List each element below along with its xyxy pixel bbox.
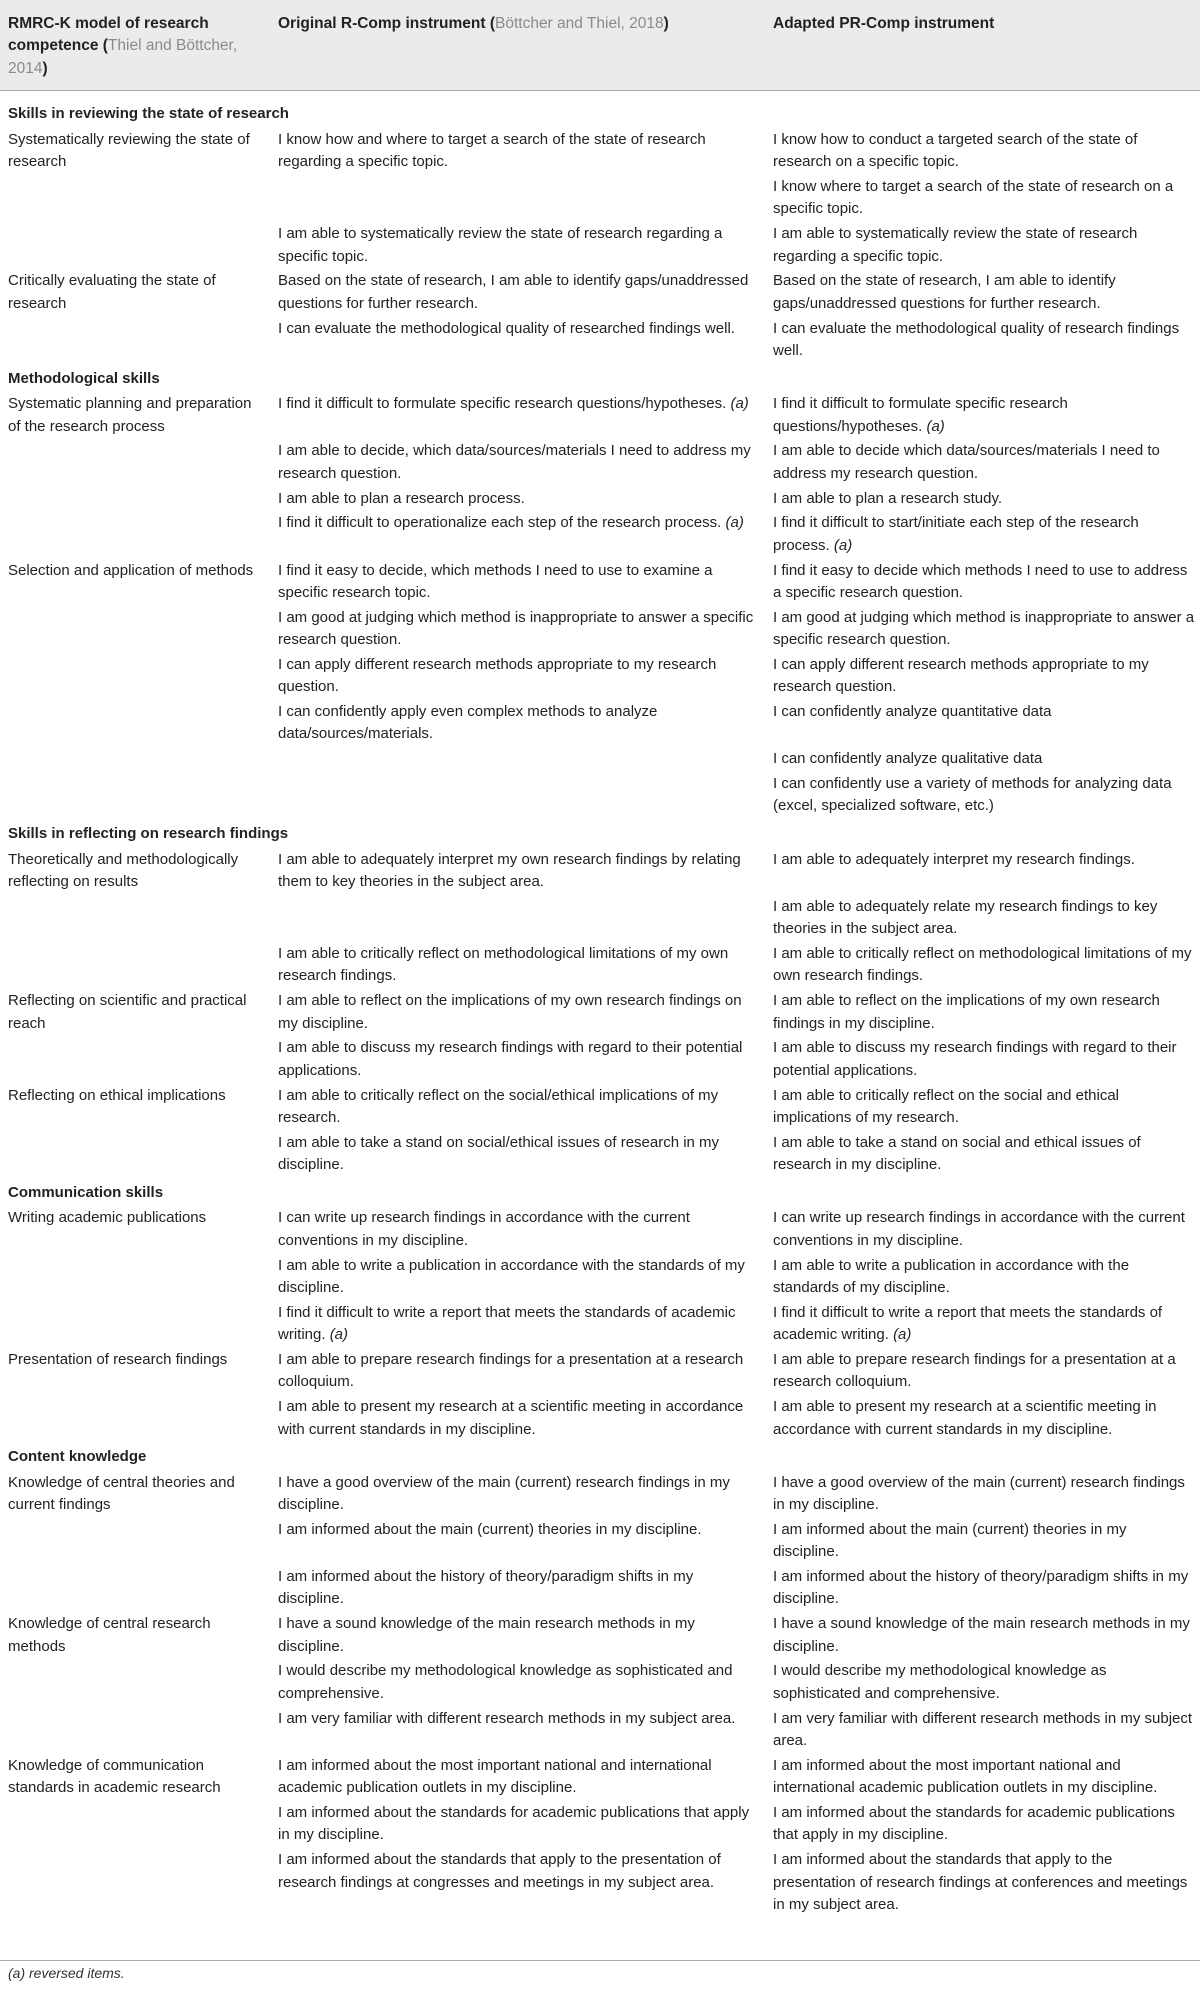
- original-item-cell: [270, 1801, 765, 1848]
- original-item-cell: [270, 1131, 765, 1178]
- adapted-item-cell: [765, 772, 1200, 819]
- cell-text: I am good at judging which method is inappropriate to answer a specific research question.: [773, 608, 1195, 649]
- original-item-cell: [270, 1036, 765, 1083]
- table-row: [0, 1518, 1200, 1565]
- section-heading: Methodological skills: [8, 369, 160, 387]
- cell-text: I am informed about the standards that apply to the presentation of research findings at congresses and meetings in my subject area.: [278, 1851, 721, 1891]
- table-row: [0, 511, 1200, 558]
- cell-text: Based on the state of research, I am able to identify gaps/unaddressed questions for further research.: [773, 272, 1116, 312]
- original-item-cell: [270, 486, 765, 511]
- cell-text: Knowledge of central theories and current findings: [8, 1473, 235, 1514]
- original-item-cell: [270, 316, 765, 363]
- table-row: [0, 439, 1200, 486]
- cell-text: I am able to prepare research findings for a presentation at a research colloquium.: [773, 1350, 1176, 1391]
- model-dimension-cell: [0, 128, 270, 175]
- original-item-cell: [270, 606, 765, 653]
- model-dimension-cell: [0, 1848, 270, 1918]
- section-heading: Skills in reflecting on research findings: [8, 825, 289, 843]
- adapted-item-cell: [765, 1253, 1200, 1300]
- citation-link[interactable]: Böttcher and Thiel, 2018: [495, 15, 664, 32]
- model-dimension-cell: [0, 1395, 270, 1442]
- adapted-item-cell: [765, 558, 1200, 605]
- section-row: [0, 91, 1200, 128]
- adapted-item-cell: [765, 1348, 1200, 1395]
- reversed-marker: (a): [725, 514, 744, 532]
- adapted-item-cell: [765, 222, 1200, 269]
- table-row: [0, 1395, 1200, 1442]
- model-dimension-cell: [0, 989, 270, 1036]
- adapted-item-cell: [765, 269, 1200, 316]
- table-row: [0, 1206, 1200, 1253]
- table-row: [0, 989, 1200, 1036]
- cell-text: I know where to target a search of the state of research on a specific topic.: [773, 178, 1174, 218]
- adapted-item-cell: [765, 1754, 1200, 1801]
- cell-text: I find it difficult to write a report that meets the standards of academic writing.: [773, 1303, 1163, 1344]
- cell-text: Based on the state of research, I am able to identify gaps/unaddressed questions for further research.: [278, 272, 749, 312]
- cell-text: I am able to adequately relate my research findings to key theories in the subject area.: [773, 897, 1158, 938]
- adapted-item-cell: [765, 1395, 1200, 1442]
- original-item-cell: [270, 1083, 765, 1130]
- cell-text: I am informed about the standards for academic publications that apply in my discipline.: [773, 1804, 1175, 1844]
- adapted-item-cell: [765, 511, 1200, 558]
- cell-text: Selection and application of methods: [8, 561, 254, 579]
- cell-text: I am able to critically reflect on the social/ethical implications of my research.: [278, 1086, 719, 1126]
- cell-text: I know how to conduct a targeted search of the state of research on a specific topic.: [773, 130, 1138, 171]
- cell-text: I would describe my methodological knowledge as sophisticated and comprehensive.: [278, 1662, 733, 1702]
- model-dimension-cell: [0, 847, 270, 894]
- model-dimension-cell: [0, 222, 270, 269]
- adapted-item-cell: [765, 439, 1200, 486]
- cell-text: I am informed about the standards that apply to the presentation of research findings at conferences and meetings in my subject area.: [773, 1851, 1188, 1913]
- original-item-cell: [270, 1301, 765, 1348]
- table-row: [0, 1036, 1200, 1083]
- model-dimension-cell: [0, 1706, 270, 1753]
- adapted-item-cell: [765, 1612, 1200, 1659]
- original-item-cell: [270, 1253, 765, 1300]
- original-item-cell: [270, 1395, 765, 1442]
- cell-text: I am informed about the history of theory/paradigm shifts in my discipline.: [773, 1568, 1189, 1608]
- cell-text: I can write up research findings in accordance with the current conventions in my discipline.: [278, 1209, 690, 1249]
- model-dimension-cell: [0, 1754, 270, 1801]
- cell-text: I am informed about the most important national and international academic publication outlets in my discipline.: [773, 1756, 1158, 1797]
- cell-text: I can confidently analyze quantitative data: [773, 703, 1052, 721]
- cell-text: I find it difficult to write a report that meets the standards of academic writing.: [278, 1303, 736, 1344]
- model-dimension-cell: [0, 486, 270, 511]
- section-row: [0, 1178, 1200, 1206]
- adapted-item-cell: [765, 653, 1200, 700]
- adapted-item-cell: [765, 1036, 1200, 1083]
- table-row: [0, 1659, 1200, 1706]
- original-item-cell: [270, 1518, 765, 1565]
- cell-text: I find it difficult to formulate specific research questions/hypotheses.: [278, 395, 727, 413]
- adapted-item-cell: [765, 1206, 1200, 1253]
- cell-text: Systematic planning and preparation of the research process: [8, 395, 252, 435]
- model-dimension-cell: [0, 747, 270, 772]
- original-item-cell: [270, 511, 765, 558]
- adapted-item-cell: [765, 175, 1200, 222]
- cell-text: I am able to adequately interpret my own research findings by relating them to key theories in the subject area.: [278, 850, 741, 891]
- model-dimension-cell: [0, 1083, 270, 1130]
- model-dimension-cell: [0, 511, 270, 558]
- original-item-cell: [270, 1612, 765, 1659]
- model-dimension-cell: [0, 606, 270, 653]
- cell-text: I am able to reflect on the implications of my own research findings on my discipline.: [278, 992, 742, 1032]
- adapted-item-cell: [765, 392, 1200, 439]
- table-row: [0, 316, 1200, 363]
- model-dimension-cell: [0, 1565, 270, 1612]
- table-row: [0, 222, 1200, 269]
- cell-text: I am able to discuss my research findings with regard to their potential applications.: [773, 1039, 1177, 1079]
- cell-text: I can evaluate the methodological quality of research findings well.: [773, 319, 1180, 359]
- model-dimension-cell: [0, 316, 270, 363]
- model-dimension-cell: [0, 942, 270, 989]
- cell-text: I am able to decide which data/sources/materials I need to address my research question.: [773, 442, 1160, 482]
- model-dimension-cell: [0, 1036, 270, 1083]
- model-dimension-cell: [0, 1301, 270, 1348]
- original-item-cell: [270, 1659, 765, 1706]
- adapted-item-cell: [765, 895, 1200, 942]
- model-dimension-cell: [0, 175, 270, 222]
- model-dimension-cell: [0, 1801, 270, 1848]
- original-item-cell: [270, 942, 765, 989]
- adapted-item-cell: [765, 1083, 1200, 1130]
- model-dimension-cell: [0, 1206, 270, 1253]
- table-row: [0, 1706, 1200, 1753]
- adapted-item-cell: [765, 1518, 1200, 1565]
- cell-text: I am informed about the standards for academic publications that apply in my discipline.: [278, 1804, 750, 1844]
- table-row: [0, 747, 1200, 772]
- section-row: [0, 819, 1200, 847]
- section-heading: Skills in reviewing the state of research: [8, 105, 289, 123]
- adapted-item-cell: [765, 1131, 1200, 1178]
- cell-text: I am able to reflect on the implications of my own research findings in my discipline.: [773, 992, 1160, 1032]
- adapted-item-cell: [765, 1659, 1200, 1706]
- cell-text: I am able to adequately interpret my research findings.: [773, 850, 1135, 868]
- section-row: [0, 364, 1200, 392]
- cell-text: Theoretically and methodologically reflecting on results: [8, 850, 239, 891]
- adapted-item-cell: [765, 942, 1200, 989]
- section-row: [0, 1442, 1200, 1470]
- header-row: [0, 0, 1200, 91]
- section-heading: Content knowledge: [8, 1448, 147, 1466]
- cell-text: I have a sound knowledge of the main research methods in my discipline.: [773, 1615, 1190, 1655]
- model-dimension-cell: [0, 558, 270, 605]
- original-item-cell: [270, 895, 765, 942]
- cell-text: I can write up research findings in accordance with the current conventions in my discipline.: [773, 1209, 1185, 1249]
- cell-text: I find it easy to decide, which methods I need to use to examine a specific research topic.: [278, 561, 713, 601]
- table-row: [0, 1471, 1200, 1518]
- table-row: [0, 175, 1200, 222]
- adapted-item-cell: [765, 1801, 1200, 1848]
- model-dimension-cell: [0, 895, 270, 942]
- table-body: [0, 91, 1200, 1918]
- cell-text: I am able to write a publication in accordance with the standards of my discipline.: [773, 1256, 1130, 1296]
- original-item-cell: [270, 175, 765, 222]
- cell-text: I can apply different research methods appropriate to my research question.: [773, 655, 1149, 696]
- cell-text: I am informed about the history of theory/paradigm shifts in my discipline.: [278, 1568, 694, 1608]
- cell-text: I am able to critically reflect on methodological limitations of my own research findings.: [278, 945, 729, 985]
- cell-text: I am able to plan a research process.: [278, 489, 525, 507]
- table-row: [0, 700, 1200, 747]
- adapted-item-cell: [765, 316, 1200, 363]
- original-item-cell: [270, 747, 765, 772]
- adapted-item-cell: [765, 747, 1200, 772]
- cell-text: I am able to plan a research study.: [773, 489, 1003, 507]
- table-row: [0, 1348, 1200, 1395]
- cell-text: I am able to critically reflect on methodological limitations of my own research findings.: [773, 945, 1192, 985]
- cell-text: I am able to discuss my research findings with regard to their potential applications.: [278, 1039, 743, 1079]
- model-dimension-cell: [0, 439, 270, 486]
- original-item-cell: [270, 772, 765, 819]
- cell-text: I am informed about the main (current) theories in my discipline.: [773, 1520, 1127, 1561]
- table-row: [0, 895, 1200, 942]
- cell-text: I am good at judging which method is inappropriate to answer a specific research question.: [278, 608, 754, 649]
- table-row: [0, 1848, 1200, 1918]
- model-dimension-cell: [0, 653, 270, 700]
- model-dimension-cell: [0, 1131, 270, 1178]
- table-row: [0, 606, 1200, 653]
- cell-text: I can evaluate the methodological quality of researched findings well.: [278, 319, 735, 337]
- cell-text: Knowledge of central research methods: [8, 1615, 211, 1655]
- table-row: [0, 1083, 1200, 1130]
- cell-text: I am able to take a stand on social and ethical issues of research in my discipline.: [773, 1133, 1141, 1174]
- model-dimension-cell: [0, 1659, 270, 1706]
- model-dimension-cell: [0, 700, 270, 747]
- cell-text: Presentation of research findings: [8, 1350, 228, 1368]
- table-row: [0, 558, 1200, 605]
- citation-link[interactable]: Thiel and Böttcher, 2014: [8, 37, 238, 77]
- cell-text: I find it difficult to start/initiate each step of the research process.: [773, 514, 1139, 554]
- reversed-marker: (a): [730, 395, 749, 413]
- cell-text: I am able to present my research at a scientific meeting in accordance with current standards in my discipline.: [278, 1398, 744, 1438]
- adapted-item-cell: [765, 847, 1200, 894]
- reversed-marker: (a): [329, 1326, 349, 1344]
- cell-text: I am able to critically reflect on the social and ethical implications of my research.: [773, 1086, 1120, 1126]
- adapted-item-cell: [765, 486, 1200, 511]
- model-dimension-cell: [0, 392, 270, 439]
- original-item-cell: [270, 439, 765, 486]
- cell-text: I can apply different research methods appropriate to my research question.: [278, 655, 717, 696]
- original-item-cell: [270, 1471, 765, 1518]
- cell-text: I am able to present my research at a scientific meeting in accordance with current standards in my discipline.: [773, 1398, 1157, 1438]
- header-col-original: Original R-Comp instrument (Böttcher and Thiel, 2018): [270, 0, 765, 91]
- original-item-cell: [270, 847, 765, 894]
- header-col-model: RMRC-K model of research competence (Thiel and Böttcher, 2014): [0, 0, 270, 91]
- original-item-cell: [270, 700, 765, 747]
- table-row: [0, 392, 1200, 439]
- table-row: [0, 653, 1200, 700]
- cell-text: I am informed about the main (current) theories in my discipline.: [278, 1520, 702, 1538]
- table-row: [0, 1612, 1200, 1659]
- adapted-item-cell: [765, 1471, 1200, 1518]
- table-row: [0, 847, 1200, 894]
- cell-text: I find it difficult to operationalize each step of the research process.: [278, 514, 722, 532]
- header-col-adapted: Adapted PR-Comp instrument: [765, 0, 1200, 91]
- cell-text: I have a good overview of the main (current) research findings in my discipline.: [773, 1473, 1185, 1514]
- model-dimension-cell: [0, 1253, 270, 1300]
- table-row: [0, 486, 1200, 511]
- original-item-cell: [270, 269, 765, 316]
- original-item-cell: [270, 1206, 765, 1253]
- table-row: [0, 1301, 1200, 1348]
- model-dimension-cell: [0, 1612, 270, 1659]
- original-item-cell: [270, 1565, 765, 1612]
- cell-text: I find it difficult to formulate specific research questions/hypotheses.: [773, 395, 1068, 435]
- table-row: [0, 1565, 1200, 1612]
- table-row: [0, 128, 1200, 175]
- cell-text: I find it easy to decide which methods I need to use to address a specific research question.: [773, 561, 1188, 601]
- table-row: [0, 1801, 1200, 1848]
- table-row: [0, 1131, 1200, 1178]
- original-item-cell: [270, 558, 765, 605]
- cell-text: I am able to systematically review the state of research regarding a specific topic.: [773, 225, 1138, 265]
- cell-text: Reflecting on scientific and practical reach: [8, 992, 247, 1032]
- table-row: [0, 772, 1200, 819]
- original-item-cell: [270, 1706, 765, 1753]
- original-item-cell: [270, 222, 765, 269]
- adapted-item-cell: [765, 989, 1200, 1036]
- cell-text: I have a good overview of the main (current) research findings in my discipline.: [278, 1473, 730, 1514]
- cell-text: Systematically reviewing the state of research: [8, 130, 250, 171]
- cell-text: I have a sound knowledge of the main research methods in my discipline.: [278, 1615, 695, 1655]
- original-item-cell: [270, 392, 765, 439]
- model-dimension-cell: [0, 1518, 270, 1565]
- adapted-item-cell: [765, 128, 1200, 175]
- table-row: [0, 1253, 1200, 1300]
- cell-text: I can confidently analyze qualitative data: [773, 750, 1043, 768]
- original-item-cell: [270, 1348, 765, 1395]
- cell-text: I am able to take a stand on social/ethical issues of research in my discipline.: [278, 1133, 720, 1174]
- adapted-item-cell: [765, 1706, 1200, 1753]
- adapted-item-cell: [765, 1301, 1200, 1348]
- cell-text: I would describe my methodological knowledge as sophisticated and comprehensive.: [773, 1662, 1107, 1702]
- reversed-marker: (a): [893, 1326, 912, 1344]
- original-item-cell: [270, 1754, 765, 1801]
- model-dimension-cell: [0, 772, 270, 819]
- original-item-cell: [270, 1848, 765, 1918]
- reversed-marker: (a): [833, 536, 853, 554]
- cell-text: Reflecting on ethical implications: [8, 1086, 226, 1104]
- reversed-marker: (a): [926, 417, 945, 435]
- adapted-item-cell: [765, 1565, 1200, 1612]
- cell-text: I am very familiar with different research methods in my subject area.: [773, 1709, 1193, 1750]
- cell-text: I am able to write a publication in accordance with the standards of my discipline.: [278, 1256, 745, 1296]
- table-row: [0, 269, 1200, 316]
- original-item-cell: [270, 128, 765, 175]
- cell-text: Writing academic publications: [8, 1209, 207, 1227]
- table-row: [0, 942, 1200, 989]
- original-item-cell: [270, 989, 765, 1036]
- cell-text: I can confidently use a variety of methods for analyzing data (excel, specialized software, etc.): [773, 775, 1172, 815]
- adapted-item-cell: [765, 700, 1200, 747]
- cell-text: I am able to systematically review the state of research regarding a specific topic.: [278, 225, 723, 265]
- cell-text: I am very familiar with different research methods in my subject area.: [278, 1709, 736, 1727]
- table-row: [0, 1754, 1200, 1801]
- section-heading: Communication skills: [8, 1183, 164, 1201]
- cell-text: I am able to prepare research findings for a presentation at a research colloquium.: [278, 1350, 744, 1391]
- cell-text: Critically evaluating the state of research: [8, 272, 216, 312]
- cell-text: I am informed about the most important national and international academic publication outlets in my discipline.: [278, 1756, 712, 1797]
- adapted-item-cell: [765, 606, 1200, 653]
- model-dimension-cell: [0, 1471, 270, 1518]
- cell-text: I know how and where to target a search of the state of research regarding a specific topic.: [278, 130, 706, 171]
- model-dimension-cell: [0, 1348, 270, 1395]
- cell-text: I can confidently apply even complex methods to analyze data/sources/materials.: [278, 703, 658, 743]
- original-item-cell: [270, 653, 765, 700]
- model-dimension-cell: [0, 269, 270, 316]
- cell-text: Knowledge of communication standards in academic research: [8, 1756, 221, 1797]
- adapted-item-cell: [765, 1848, 1200, 1918]
- table-footnote: (a) reversed items.: [0, 1960, 1200, 1985]
- cell-text: I am able to decide, which data/sources/materials I need to address my research question.: [278, 442, 751, 482]
